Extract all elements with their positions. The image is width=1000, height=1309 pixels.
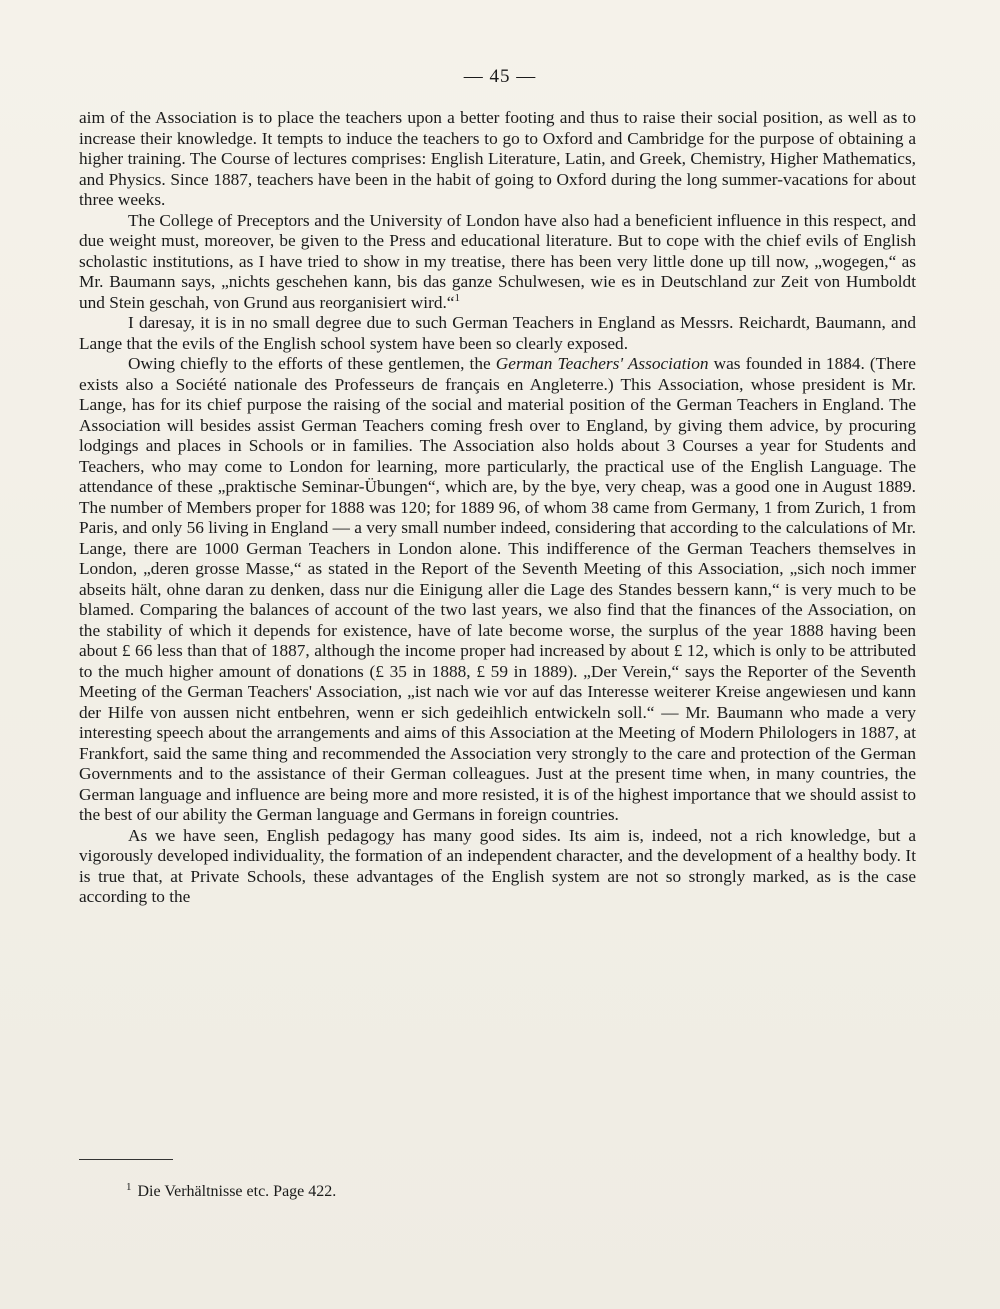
paragraph-5: As we have seen, English pedagogy has many good sides. Its aim is, indeed, not a rich knowledge, but a vigorously developed individuality, the formation of an independent character, and the development of a healthy body. It is true that, at Private Schools, these advantages of the English system are not so strongly marked, as is the case according to the	[79, 825, 916, 906]
footnote-reference: 1	[454, 291, 460, 304]
association-name-italic: German Teachers' Association	[495, 354, 709, 373]
footnote-text: Die Verhältnisse etc. Page 422.	[137, 1183, 337, 1200]
paragraph-2	[79, 211, 916, 314]
footnote-mark: 1	[126, 1180, 132, 1193]
paragraph-1: aim of the Association is to place the teachers upon a better footing and thus to raise their social position, as well as to increase their knowledge. It tempts to induce the teachers to go to Oxford and Cambridge for the purpose of obtaining a higher training. The Course of lectures comprises: English Literature, Latin, and Greek, Chemistry, Higher Mathematics, and Physics. Since 1887, teachers have been in the habit of going to Oxford during the long summer-vacations for about three weeks.	[79, 108, 916, 209]
paragraph-4-after: was founded in 1884. (There exists also a Société nationale des Professeurs de français en Angleterre.) This Association, whose president is Mr. Lange, has for its chief purpose the raising of the social and material position of the German Teachers in England. The Association will besides assist German Teachers coming fresh over to England, by giving them advice, by procuring lodgings and places in Schools or in families. The Association also holds about 3 Courses a year for Students and Teachers, who may come to London for learning, more particularly, the practical use of the English Language. The attendance of these „praktische Seminar-Übungen“, which are, by the bye, very cheap, was a good one in August 1889. The number of Members proper for 1888 was 120; for 1889 96, of whom 38 came from Germany, 1 from Zurich, 1 from Paris, and only 56 living in England — a very small number indeed, considering that according to the calculations of Mr. Lange, there are 1000 German Teachers in London alone. This indifference of the German Teachers themselves in London, „deren grosse Masse,“ as stated in the Report of the Seventh Meeting of this Association, „sich noch immer abseits hält, ohne daran zu denken, dass nur die Einigung aller die Lage des Standes bessern kann,“ is very much to be blamed. Comparing the balances of account of the two last years, we also find that the finances of the Association, on the stability of which it depends for existence, have of late become worse, the surplus of the year 1888 having been about £ 66 less than that of 1887, although the income proper had increased by about £ 12, which is only to be attributed to the much higher amount of donations (£ 35 in 1888, £ 59 in 1889). „Der Verein,“ says the Reporter of the Seventh Meeting of the German Teachers' Association, „ist nach wie vor auf das Interesse weiterer Kreise angewiesen und kann der Hilfe von aussen nicht entbehren, wenn er sich gedeihlich entwickeln soll.“ — Mr. Baumann who made a very interesting speech about the arrangements and aims of this Association at the Meeting of Modern Philologers in 1887, at Frankfort, said the same thing and recommended the Association very strongly to the care and protection of the German Governments and to the assistance of their German colleagues. Just at the present time when, in many countries, the German language and influence are being more and more resisted, it is of the highest importance that we should assist to the best of our ability the German language and Germans in foreign countries.	[79, 354, 916, 824]
paragraph-3: I daresay, it is in no small degree due to such German Teachers in England as Messrs. Reichardt, Baumann, and Lange that the evils of the English school system have been so clearly exposed.	[79, 313, 916, 353]
footnote	[126, 1182, 336, 1202]
paragraph-2-text: The College of Preceptors and the University of London have also had a beneficient influence in this respect, and due weight must, moreover, be given to the Press and educational literature. But to cope with the chief evils of English scholastic institutions, as I have tried to show in my treatise, there has been very little done up till now, „wogegen,“ as Mr. Baumann says, „nichts geschehen kann, bis das ganze Schulwesen, wie es in Deutschland zur Zeit von Humboldt und Stein geschah, von Grund aus reorganisiert wird.“	[79, 210, 916, 312]
paragraph-4-before: Owing chiefly to the efforts of these gentlemen, the	[128, 354, 491, 373]
footnote-divider	[79, 1159, 173, 1160]
page-number: — 45 —	[463, 66, 537, 87]
paragraph-4	[79, 354, 916, 826]
body-text	[79, 108, 916, 908]
